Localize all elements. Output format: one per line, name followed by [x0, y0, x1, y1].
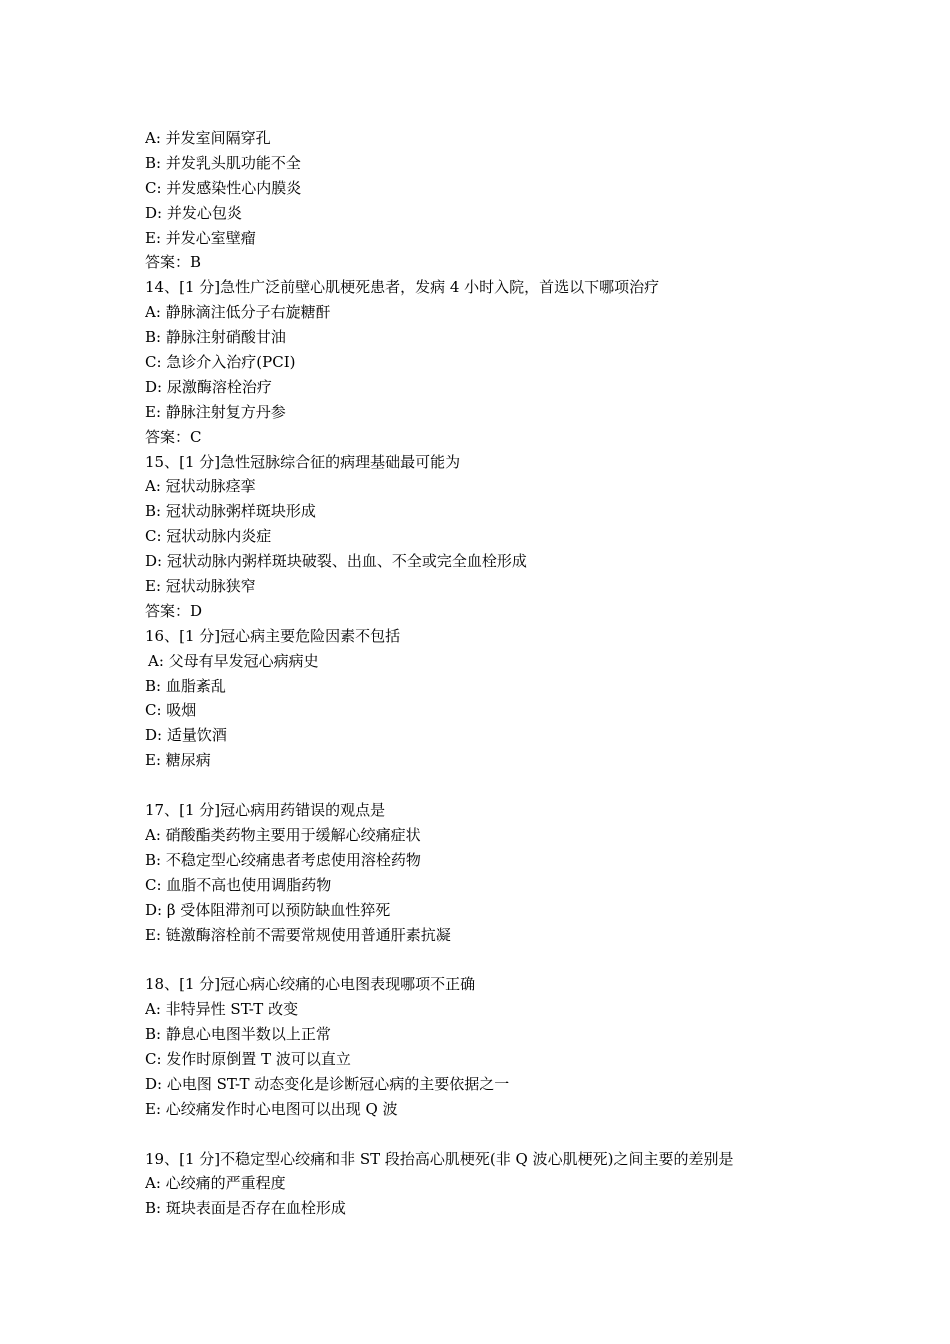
- q17-option-e: E: 链激酶溶栓前不需要常规使用普通肝素抗凝: [145, 925, 451, 944]
- q16-option-a: A: 父母有早发冠心病病史: [148, 651, 319, 670]
- q19-option-b: B: 斑块表面是否存在血栓形成: [145, 1199, 346, 1218]
- q19-option-a: A: 心绞痛的严重程度: [145, 1174, 286, 1193]
- q18-option-b: B: 静息心电图半数以上正常: [145, 1025, 331, 1044]
- q16-option-d: D: 适量饮酒: [145, 726, 227, 745]
- q15-answer: 答案：D: [145, 601, 203, 620]
- q14-title: 14、[1 分]急性广泛前壁心肌梗死患者，发病 4 小时入院，首选以下哪项治疗: [145, 278, 660, 297]
- q13-option-d: D: 并发心包炎: [145, 203, 242, 222]
- question-list: [145, 126, 845, 1221]
- q14-answer: 答案：C: [145, 427, 202, 446]
- q15-option-c: C: 冠状动脉内炎症: [145, 527, 272, 546]
- q14-option-a: A: 静脉滴注低分子右旋糖酐: [145, 303, 331, 322]
- q14-option-d: D: 尿激酶溶栓治疗: [145, 377, 272, 396]
- q13-answer: 答案：B: [145, 253, 202, 272]
- q18-toolbar: [145, 1122, 845, 1147]
- q15-option-e: E: 冠状动脉狭窄: [145, 577, 256, 596]
- q17-title: 17、[1 分]冠心病用药错误的观点是: [145, 801, 386, 820]
- q18-option-d: D: 心电图 ST-T 动态变化是诊断冠心病的主要依据之一: [145, 1074, 510, 1093]
- q18-title: 18、[1 分]冠心病心绞痛的心电图表现哪项不正确: [145, 975, 476, 994]
- q14-option-b: B: 静脉注射硝酸甘油: [145, 328, 286, 347]
- q16-option-e: E: 糖尿病: [145, 751, 211, 770]
- q14-option-c: C: 急诊介入治疗(PCI): [145, 353, 296, 372]
- q13-option-b: B: 并发乳头肌功能不全: [145, 153, 301, 172]
- q17-option-c: C: 血脂不高也使用调脂药物: [145, 875, 332, 894]
- q15-option-d: D: 冠状动脉内粥样斑块破裂、出血、不全或完全血栓形成: [145, 552, 527, 571]
- q15-option-a: A: 冠状动脉痉挛: [145, 477, 256, 496]
- q18-option-a: A: 非特异性 ST-T 改变: [145, 1000, 299, 1019]
- q16-toolbar: [145, 773, 845, 798]
- q17-toolbar: [145, 947, 845, 972]
- q17-option-a: A: 硝酸酯类药物主要用于缓解心绞痛症状: [145, 825, 421, 844]
- q17-option-b: B: 不稳定型心绞痛患者考虑使用溶栓药物: [145, 850, 421, 869]
- q17-option-d: D: β 受体阻滞剂可以预防缺血性猝死: [145, 900, 391, 919]
- q13-option-a: A: 并发室间隔穿孔: [145, 129, 271, 147]
- q18-option-e: E: 心绞痛发作时心电图可以出现 Q 波: [145, 1099, 398, 1118]
- q18-option-c: C: 发作时原倒置 T 波可以直立: [145, 1049, 351, 1068]
- q13-option-e: E: 并发心室壁瘤: [145, 228, 256, 247]
- q13-option-c: C: 并发感染性心内膜炎: [145, 178, 302, 197]
- q15-title: 15、[1 分]急性冠脉综合征的病理基础最可能为: [145, 452, 461, 471]
- q19-title: 19、[1 分]不稳定型心绞痛和非 ST 段抬高心肌梗死(非 Q 波心肌梗死)之间主要的差别是: [145, 1149, 734, 1168]
- q14-option-e: E: 静脉注射复方丹参: [145, 402, 286, 421]
- q16-option-b: B: 血脂紊乱: [145, 676, 226, 695]
- q16-title: 16、[1 分]冠心病主要危险因素不包括: [145, 626, 401, 645]
- q16-option-c: C: 吸烟: [145, 701, 197, 720]
- q15-option-b: B: 冠状动脉粥样斑块形成: [145, 502, 316, 521]
